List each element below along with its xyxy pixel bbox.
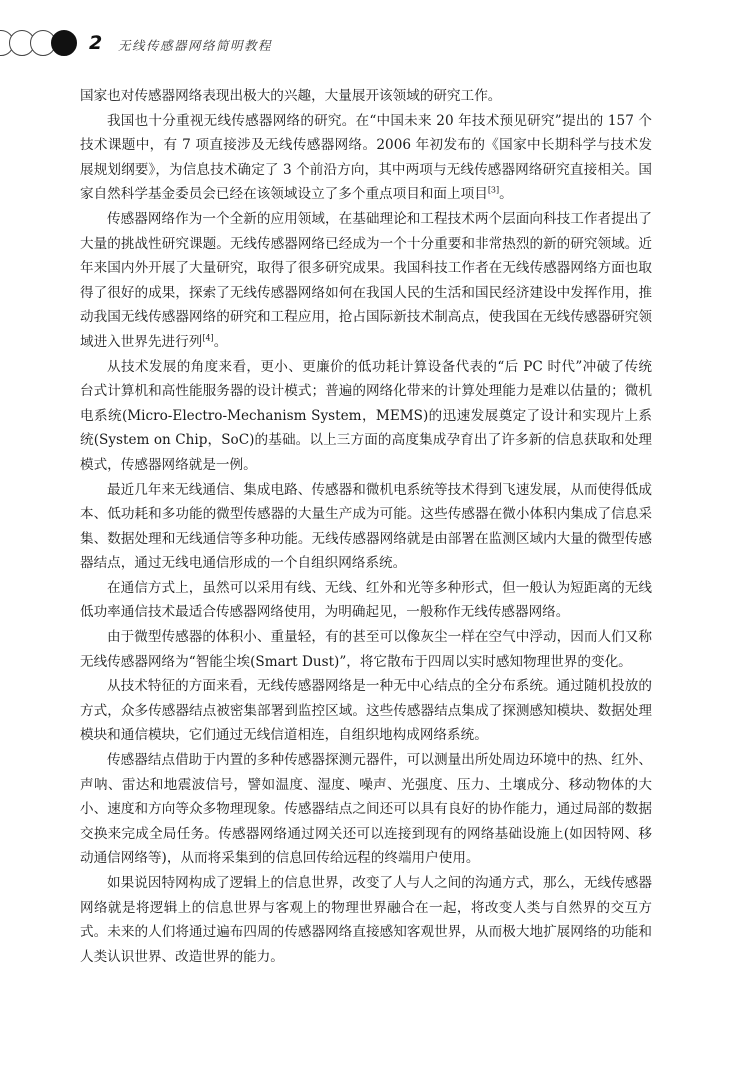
paragraph-text: 。 [499,186,513,203]
paragraph-text: 传感器结点借助于内置的多种传感器探测元器件，可以测量出所处周边环境中的热、红外、声呐、雷达和地震波信号，譬如温度、湿度、噪声、光强度、压力、土壤成分、移动物体的大小、速度和方向等众多物理现象。传感器结点之间还可以具有良好的协作能力，通过局部的数据交换来完成全局任务。传感器网络通过网关还可以连接到现有的网络基础设施上(如因特网、移动通信网络等)，从而将采集到的信息回传给远程的终端用户使用。 [80,752,652,867]
paragraph-text: 我国也十分重视无线传感器网络的研究。在“中国未来 20 年技术预见研究”提出的 157 个技术课题中，有 7 项直接涉及无线传感器网络。2006 年初发布的《国家中长期科学与技术发展规划纲要》，为信息技术确定了 3 个前沿方向，其中两项与无线传感器网络研究直接相关。国家自然科学基金委员会已经在该领域设立了多个重点项目和面上项目 [80,112,652,203]
page-header [0,26,732,62]
header-decoration [0,30,90,58]
paragraph [80,478,652,576]
paragraph [80,355,652,478]
paragraph-text: 如果说因特网构成了逻辑上的信息世界，改变了人与人之间的沟通方式，那么，无线传感器网络就是将逻辑上的信息世界与客观上的物理世界融合在一起，将改变人类与自然界的交互方式。未来的人们将通过遍布四周的传感器网络直接感知客观世界，从而极大地扩展网络的功能和人类认识世界、改造世界的能力。 [80,875,652,965]
paragraph-text: 最近几年来无线通信、集成电路、传感器和微机电系统等技术得到飞速发展，从而使得低成本、低功耗和多功能的微型传感器的大量生产成为可能。这些传感器在微小体积内集成了信息采集、数据处理和无线通信等多种功能。无线传感器网络就是由部署在监测区域内大量的微型传感器结点，通过无线电通信形成的一个自组织网络系统。 [80,481,652,572]
paragraph [80,109,652,207]
paragraph [80,207,652,355]
paragraph [80,871,652,969]
paragraph [80,625,652,674]
paragraph-text: 由于微型传感器的体积小、重量轻，有的甚至可以像灰尘一样在空气中浮动，因而人们又称无线传感器网络为“智能尘埃(Smart Dust)”，将它散布于四周以实时感知物理世界的变化。 [80,629,652,670]
paragraph-text: 从技术发展的角度来看，更小、更廉价的低功耗计算设备代表的“后 PC 时代”冲破了传统台式计算机和高性能服务器的设计模式；普遍的网络化带来的计算处理能力是难以估量的；微机电系统(Micro-Electro-Mechanism System，MEMS)的迅速发展奠定了设计和实现片上系统(System on Chip，SoC)的基础。以上三方面的高度集成孕育出了许多新的信息获取和处理模式，传感器网络就是一例。 [80,358,652,473]
citation: [4] [202,333,214,343]
citation: [3] [487,185,500,195]
paragraph [80,674,652,748]
paragraph [80,84,652,109]
paragraph-text: 在通信方式上，虽然可以采用有线、无线、红外和光等多种形式，但一般认为短距离的无线低功率通信技术最适合传感器网络使用，为明确起见，一般称作无线传感器网络。 [80,579,652,621]
paragraph-text: 国家也对传感器网络表现出极大的兴趣，大量展开该领域的研究工作。 [80,88,502,104]
running-title: 无线传感器网络简明教程 [118,38,273,53]
paragraph-text: 传感器网络作为一个全新的应用领域，在基础理论和工程技术两个层面向科技工作者提出了大量的挑战性研究课题。无线传感器网络已经成为一个十分重要和非常热烈的新的研究领域。近年来国内外开展了大量研究，取得了很多研究成果。我国科技工作者在无线传感器网络方面也取得了很好的成果，探索了无线传感器网络如何在我国人民的生活和国民经济建设中发挥作用，推动我国无线传感器网络的研究和工程应用，抢占国际新技术制高点，使我国在无线传感器研究领域进入世界先进行列 [80,210,652,350]
body-text [80,84,652,969]
paragraph [80,576,652,625]
paragraph-text: 。 [213,333,228,350]
page-number: 2 [89,32,103,54]
paragraph [80,748,652,871]
filled-circle-icon [51,30,77,56]
paragraph-text: 从技术特征的方面来看，无线传感器网络是一种无中心结点的全分布系统。通过随机投放的方式，众多传感器结点被密集部署到监控区域。这些传感器结点集成了探测感知模块、数据处理模块和通信模块，它们通过无线信道相连，自组织地构成网络系统。 [80,678,652,744]
